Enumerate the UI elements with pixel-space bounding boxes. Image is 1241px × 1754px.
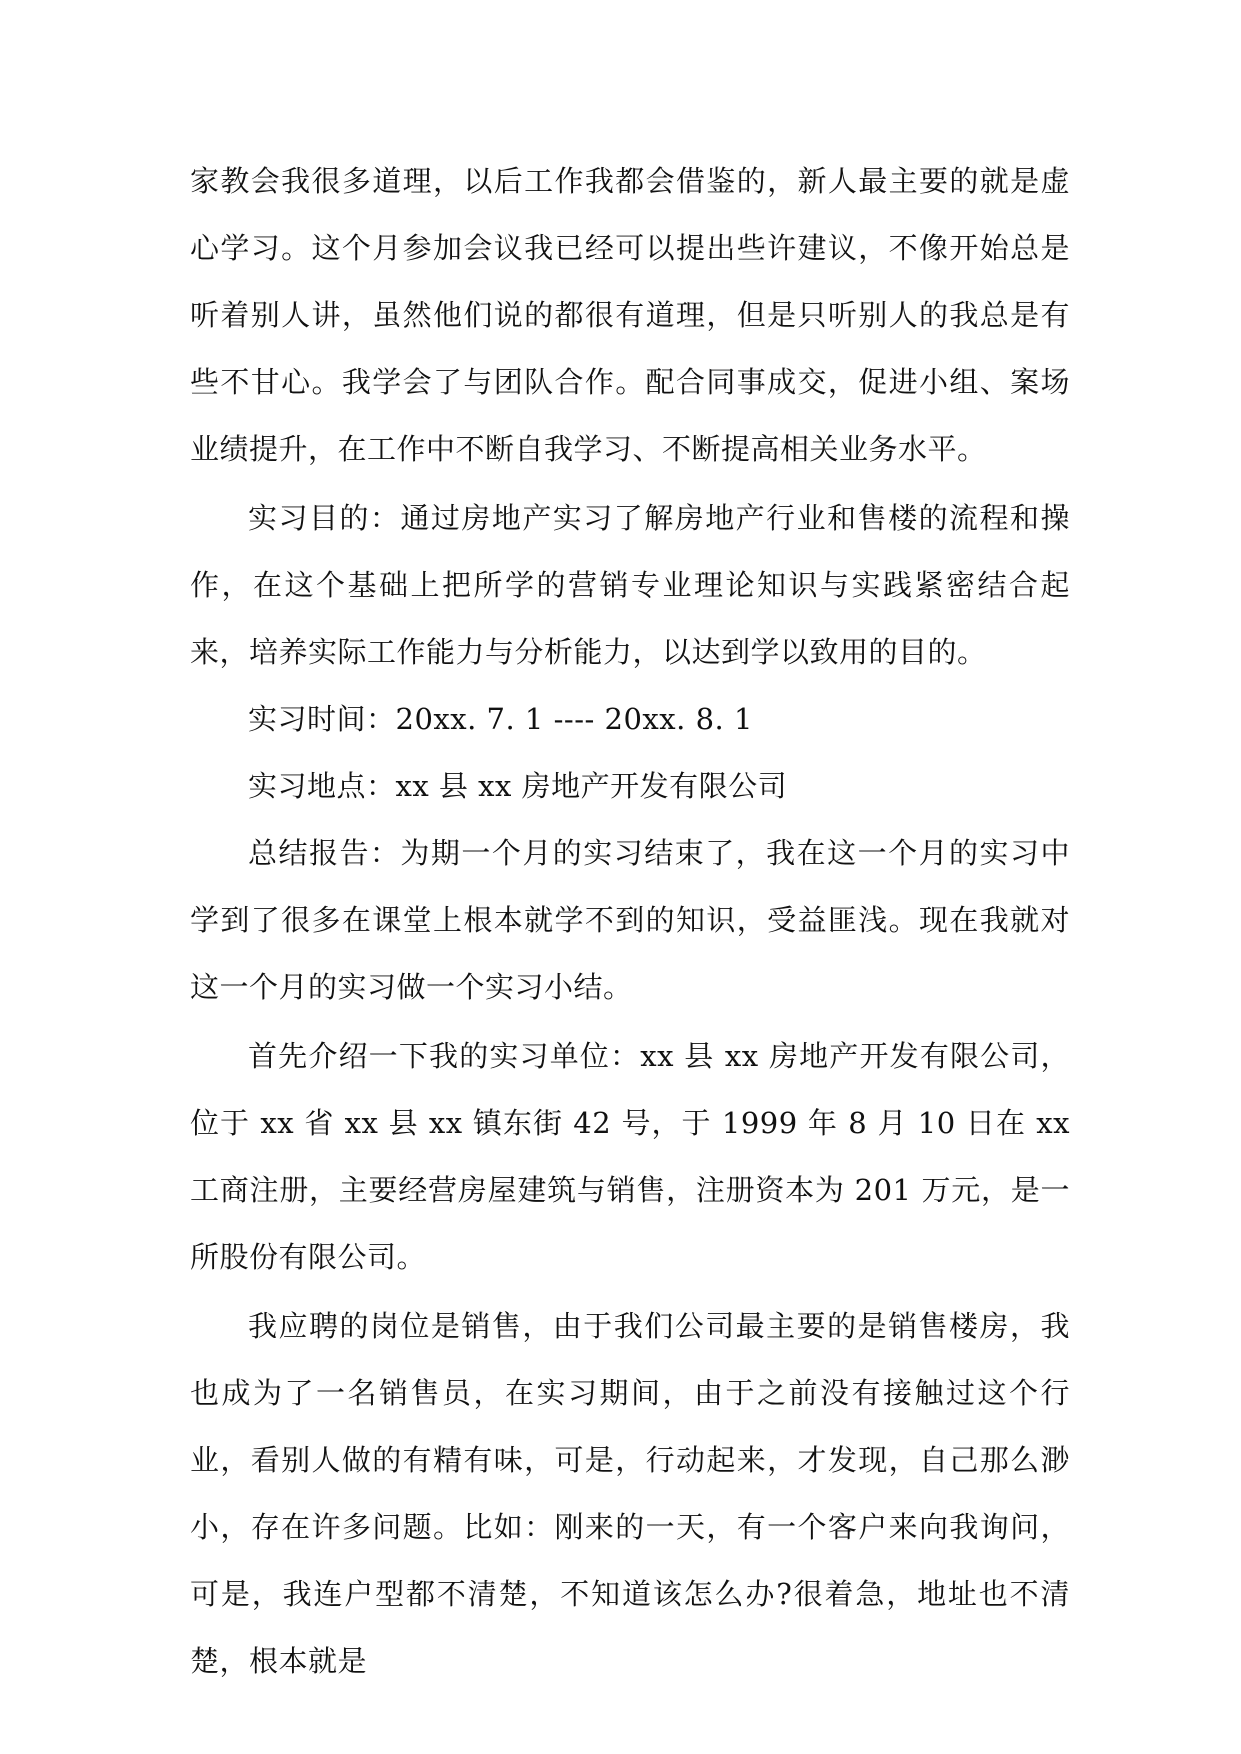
paragraph-company-intro: 首先介绍一下我的实习单位：xx 县 xx 房地产开发有限公司，位于 xx 省 xx 县 xx 镇东街 42 号，于 1999 年 8 月 10 日在 xx 工商注册，主要经营房屋建筑与销售，注册资本为 201 万元，是一所股份有限公司。 [190,1039,1070,1274]
paragraph-continuation: 家教会我很多道理，以后工作我都会借鉴的，新人最主要的就是虚心学习。这个月参加会议我已经可以提出些许建议，不像开始总是听着别人讲，虽然他们说的都很有道理，但是只听别人的我总是有些不甘心。我学会了与团队合作。配合同事成交，促进小组、案场业绩提升，在工作中不断自我学习、不断提高相关业务水平。 [190,164,1070,466]
paragraph-summary: 总结报告：为期一个月的实习结束了，我在这一个月的实习中学到了很多在课堂上根本就学不到的知识，受益匪浅。现在我就对这一个月的实习做一个实习小结。 [190,836,1070,1004]
paragraph-time: 实习时间：20xx. 7. 1 ---- 20xx. 8. 1 [248,702,753,736]
paragraph-position: 我应聘的岗位是销售，由于我们公司最主要的是销售楼房，我也成为了一名销售员，在实习期间，由于之前没有接触过这个行业，看别人做的有精有味，可是，行动起来，才发现，自己那么渺小，存在许多问题。比如：刚来的一天，有一个客户来向我询问，可是，我连户型都不清楚，不知道该怎么办?很着急，地址也不清楚，根本就是 [190,1309,1070,1678]
paragraph-purpose: 实习目的：通过房地产实习了解房地产行业和售楼的流程和操作，在这个基础上把所学的营销专业理论知识与实践紧密结合起来，培养实际工作能力与分析能力，以达到学以致用的目的。 [190,501,1070,669]
document-body [190,148,1070,1695]
paragraph-location: 实习地点：xx 县 xx 房地产开发有限公司 [248,769,788,803]
